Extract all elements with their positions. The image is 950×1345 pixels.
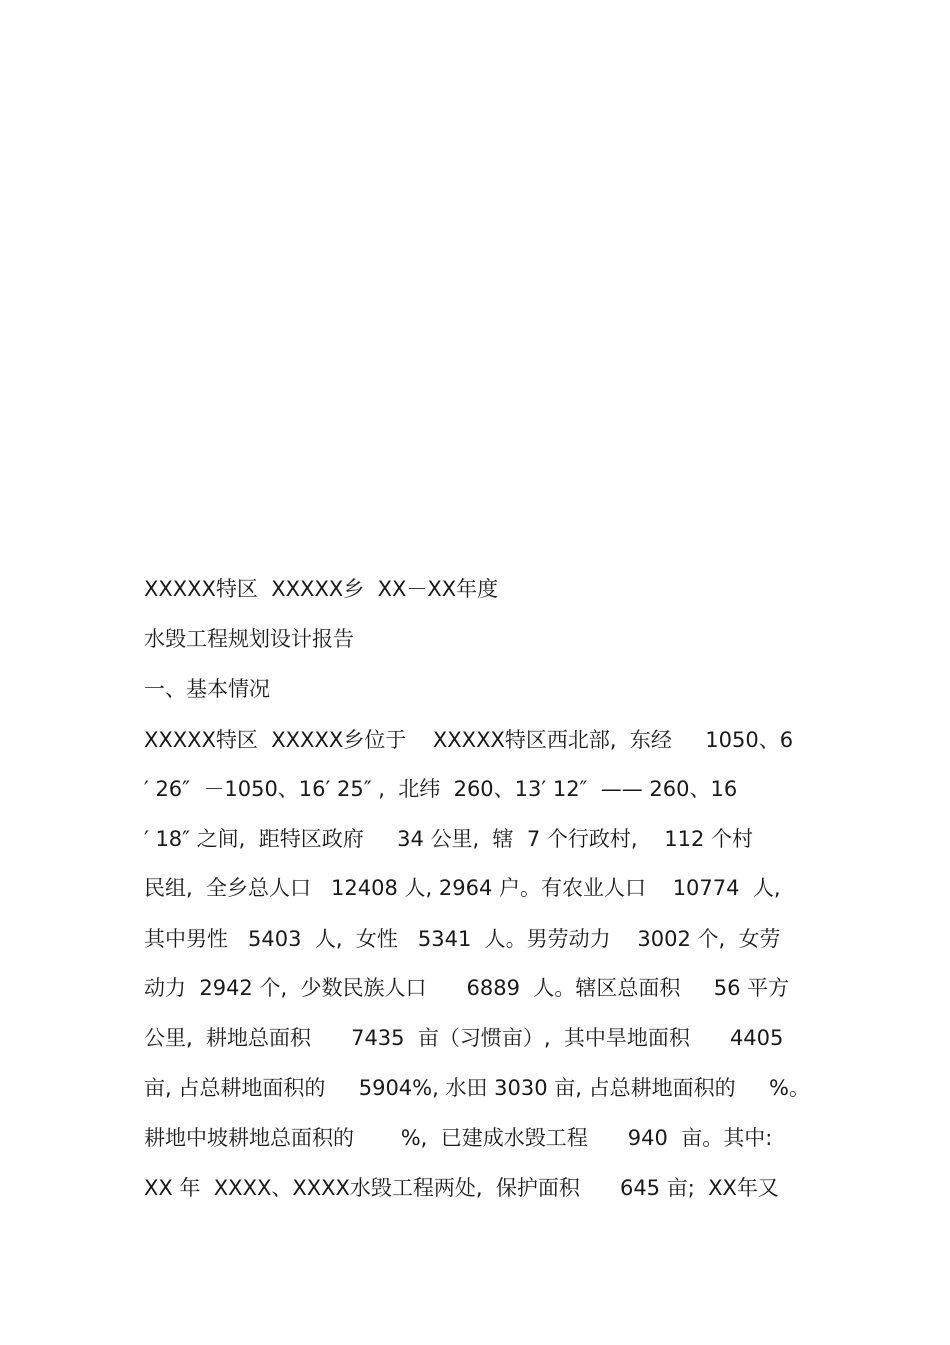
body-line: 公里, 耕地总面积 7435 亩（习惯亩）, 其中旱地面积 4405	[144, 1026, 784, 1050]
body-line: ′ 26″ －1050、16′ 25″ , 北纬 260、13′ 12″ —— 260、16	[144, 777, 738, 801]
body-line: 动力 2942 个, 少数民族人口 6889 人。辖区总面积 56 平方	[144, 976, 790, 1000]
section-heading: 一、基本情况	[144, 677, 270, 701]
body-line: XX 年 XXXX、XXXX水毁工程两处, 保护面积 645 亩; XX年又	[144, 1176, 779, 1200]
body-line: 其中男性 5403 人, 女性 5341 人。男劳动力 3002 个, 女劳	[144, 927, 781, 951]
body-line: XXXXX特区 XXXXX乡位于 XXXXX特区西北部, 东经 1050、6	[144, 728, 794, 752]
title-line-1: XXXXX特区 XXXXX乡 XX－XX年度	[144, 577, 499, 601]
body-line: 耕地中坡耕地总面积的 %, 已建成水毁工程 940 亩。其中:	[144, 1126, 773, 1150]
body-line: 亩, 占总耕地面积的 5904%, 水田 3030 亩, 占总耕地面积的 %。	[144, 1076, 810, 1100]
body-line: 民组, 全乡总人口 12408 人, 2964 户。有农业人口 10774 人,	[144, 876, 781, 900]
body-line: ′ 18″ 之间, 距特区政府 34 公里, 辖 7 个行政村, 112 个村	[144, 827, 754, 851]
title-line-2: 水毁工程规划设计报告	[144, 627, 354, 651]
